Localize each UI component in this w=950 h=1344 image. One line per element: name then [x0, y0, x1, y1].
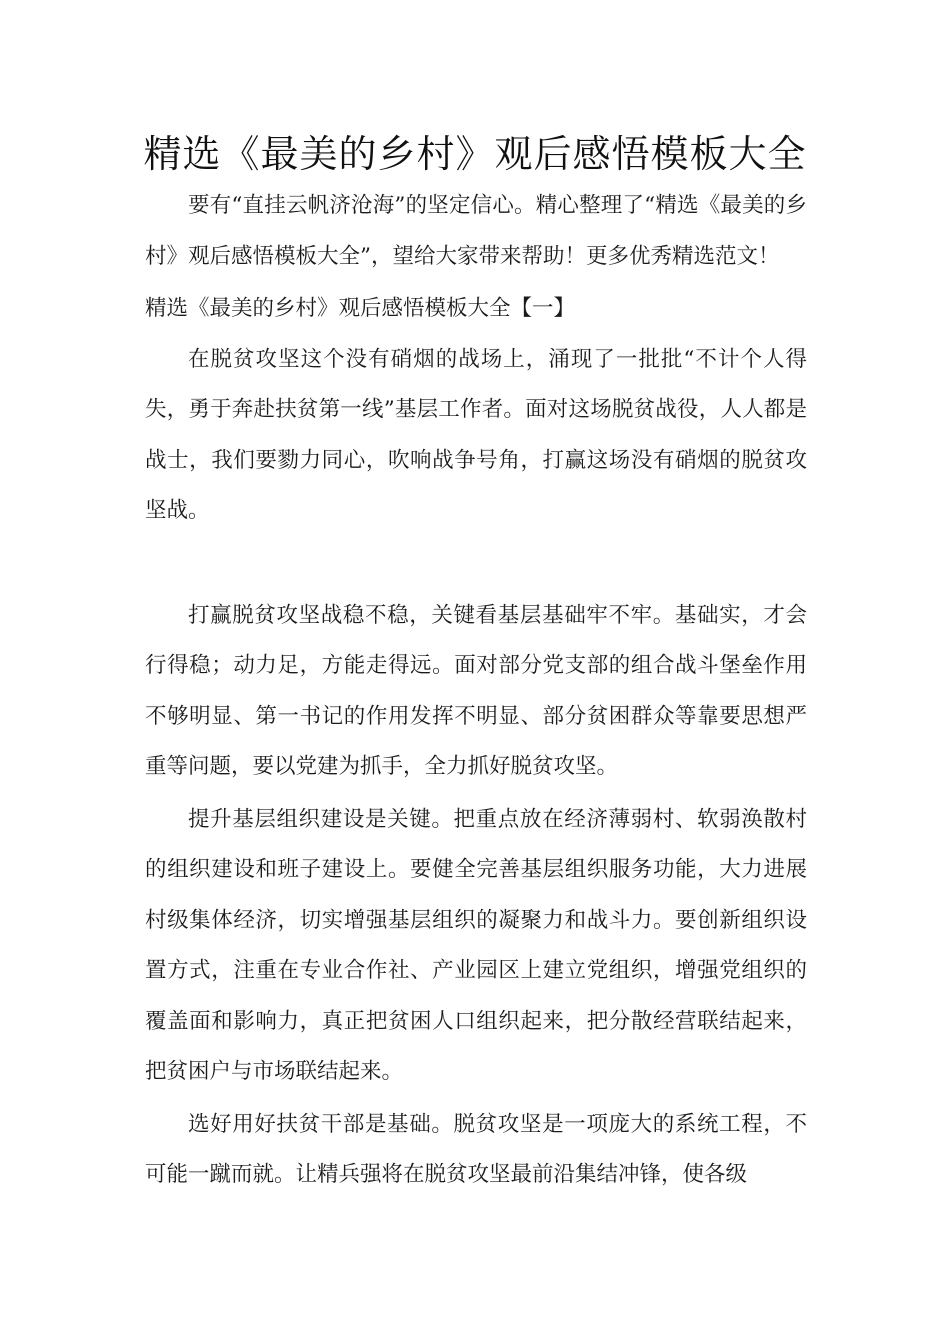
paragraph-spacer: [145, 539, 807, 591]
section-heading: 精选《最美的乡村》观后感悟模板大全【一】: [145, 296, 576, 321]
body-paragraph: 选好用好扶贫干部是基础。脱贫攻坚是一项庞大的系统工程，不可能一蹴而就。让精兵强将在脱贫攻坚最前沿集结冲锋，使各级: [145, 1111, 807, 1187]
document-body: [145, 181, 807, 1203]
body-paragraph: 在脱贫攻坚这个没有硝烟的战场上，涌现了一批批“不计个人得失，勇于奔赴扶贫第一线”基层工作者。面对这场脱贫战役，人人都是战士，我们要勠力同心，吹响战争号角，打赢这场没有硝烟的脱贫攻坚战。: [145, 346, 807, 523]
intro-paragraph: 要有“直挂云帆济沧海”的坚定信心。精心整理了“精选《最美的乡村》观后感悟模板大全”，望给大家带来帮助！更多优秀精选范文！: [145, 193, 807, 269]
body-paragraph: 打赢脱贫攻坚战稳不稳，关键看基层基础牢不牢。基础实，才会行得稳；动力足，方能走得远。面对部分党支部的组合战斗堡垒作用不够明显、第一书记的作用发挥不明显、部分贫困群众等靠要思想严重等问题，要以党建为抓手，全力抓好脱贫攻坚。: [145, 602, 807, 779]
body-paragraph: 提升基层组织建设是关键。把重点放在经济薄弱村、软弱涣散村的组织建设和班子建设上。要健全完善基层组织服务功能，大力进展村级集体经济，切实增强基层组织的凝聚力和战斗力。要创新组织设置方式，注重在专业合作社、产业园区上建立党组织，增强党组织的覆盖面和影响力，真正把贫困人口组织起来，把分散经营联结起来，把贫困户与市场联结起来。: [145, 806, 807, 1084]
document-title: 精选《最美的乡村》观后感悟模板大全: [143, 132, 807, 176]
